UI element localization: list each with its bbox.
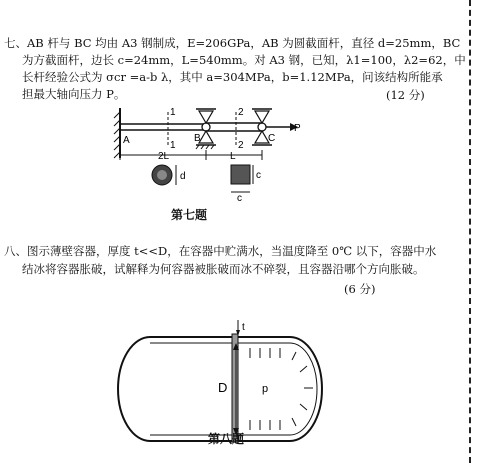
label-c-bottom: c (237, 193, 242, 204)
figure-8-caption: 第八题 (208, 432, 245, 446)
q7-line-4: 担最大轴向压力 P。 (22, 87, 126, 101)
label-2-bottom: 2 (238, 140, 244, 151)
dim-l: L (230, 151, 236, 162)
q7-line-1: 七、AB 杆与 BC 均由 A3 钢制成，E=206GPa，AB 为圆截面杆，直径 d=25mm，BC (4, 36, 461, 50)
label-2-top: 2 (238, 107, 244, 118)
label-b: B (194, 133, 201, 144)
figure-7-caption: 第七题 (171, 208, 208, 222)
label-t: t (242, 322, 245, 333)
q7-line-3: 长杆经验公式为 σcr =a-b λ，其中 a=304MPa，b=1.12MPa，问该结构所能承 (22, 70, 443, 84)
q8-line-2: 结冰将容器胀破，试解释为何容器被胀破而冰不碎裂，且容器沿哪个方向胀破。 (22, 262, 425, 276)
dim-2l: 2L (158, 151, 170, 162)
q7-line-2: 为方截面杆，边长 c=24mm，L=540mm。对 A3 钢，已知，λ1=100，λ2=62，中 (22, 53, 466, 67)
label-1-bottom: 1 (170, 140, 176, 151)
label-1-top: 1 (170, 107, 176, 118)
wall-section-cut (232, 334, 238, 442)
label-p: P (294, 123, 301, 134)
label-p-pressure: p (262, 383, 269, 395)
q7-score: (12 分) (386, 88, 425, 102)
label-c-side: c (256, 170, 261, 181)
label-c: C (268, 133, 276, 144)
q8-line-1: 八、图示薄壁容器，厚度 t<<D，在容器中贮满水，当温度降至 0℃ 以下，容器中水 (4, 244, 437, 258)
label-a: A (123, 135, 130, 146)
q8-score: (6 分) (344, 282, 376, 296)
label-d-diameter: D (218, 380, 228, 395)
label-d: d (180, 171, 186, 182)
